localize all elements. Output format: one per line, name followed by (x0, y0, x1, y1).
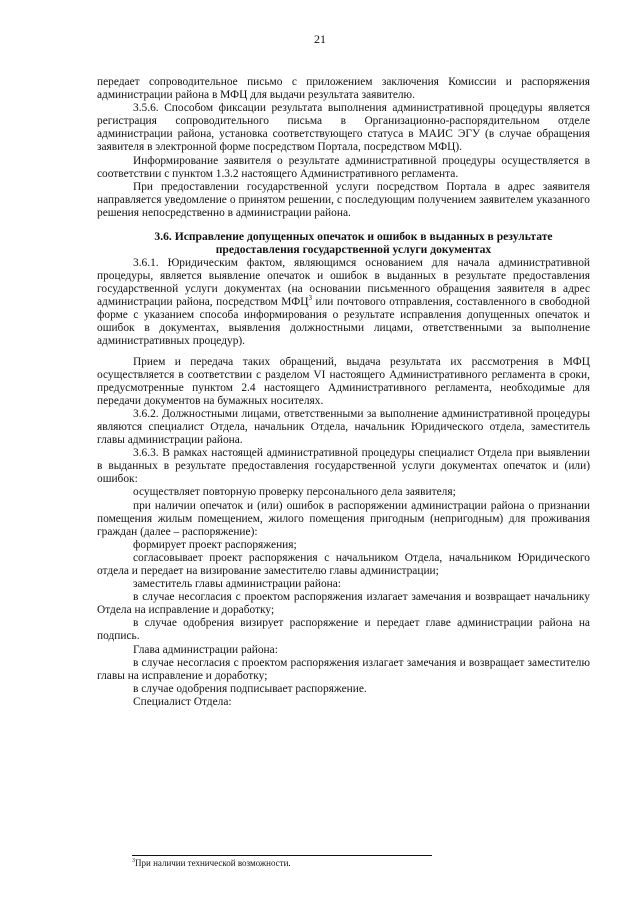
paragraph: осуществляет повторную проверку персонального дела заявителя; (133, 486, 456, 499)
paragraph-text: 3.6.1. Юридическим фактом, являющимся основанием для начала административной процедуры, является выявление опечаток и ошибок в выданных в результате предоставления государственной услуги документах (на основании письменного обращения заявителя в адрес администрации района, посредством МФЦ (97, 256, 590, 309)
footnote-reference: 3 (308, 294, 312, 303)
paragraph: При предоставлении государственной услуги посредством Портала в адрес заявителя направляется уведомление о принятом решении, с последующим получением заявителем указанного решения непосредственно в администрации района. (97, 180, 590, 219)
paragraph: согласовывает проект распоряжения с начальником Отдела, начальником Юридического отдела и передает на визирование заместителю главы администрации; (97, 551, 590, 577)
paragraph-text: или почтового отправления, составленного в свободной форме с указанием способа информирования о результате исправления допущенных опечаток и ошибок в документах, выявления должностными лицами, ответственными за выполнение административных процедур). (97, 296, 590, 348)
paragraph: в случае одобрения подписывает распоряжение. (133, 682, 367, 695)
paragraph: при наличии опечаток и (или) ошибок в распоряжении администрации района о признании помещения жилым помещением, жилого помещения пригодным (непригодным) для проживания граждан (далее – распоряжение): (97, 499, 590, 538)
paragraph: формирует проект распоряжения; (133, 538, 297, 551)
paragraph: Глава администрации района: (133, 643, 278, 656)
section-heading: 3.6. Исправление допущенных опечаток и ошибок в выданных в результате предоставления государственной услуги документах (154, 230, 553, 257)
paragraph: Прием и передача таких обращений, выдача результата их рассмотрения в МФЦ осуществляется в соответствии с разделом VI настоящего Административного регламента в сроки, предусмотренные пунктом 2.4 настоящего Административного регламента, необходимые для передачи документов на бумажных носителях. (97, 355, 590, 407)
page-number: 21 (314, 32, 326, 46)
paragraph: 3.5.6. Способом фиксации результата выполнения административной процедуры является регистрация сопроводительного письма в Организационно-распорядительном отделе администрации района, установка соответствующего статуса в МАИС ЭГУ (в случае обращения заявителя в электронной форме посредством Портала, посредством МФЦ). (97, 102, 590, 154)
document-body (97, 76, 590, 709)
footnote-mark: 3 (132, 858, 135, 864)
footnote-divider (132, 855, 432, 856)
paragraph: передает сопроводительное письмо с приложением заключения Комиссии и распоряжения администрации района в МФЦ для выдачи результата заявителю. (97, 76, 590, 102)
footnote-text: При наличии технической возможности. (135, 858, 291, 868)
paragraph: в случае несогласия с проектом распоряжения излагает замечания и возвращает заместителю главы на исправление и доработку; (97, 656, 590, 682)
paragraph: Специалист Отдела: (133, 695, 232, 708)
paragraph: 3.6.2. Должностными лицами, ответственными за выполнение административной процедуры являются специалист Отдела, начальник Отдела, начальник Юридического отдела, заместитель главы администрации района. (97, 407, 590, 447)
paragraph: заместитель главы администрации района: (133, 578, 341, 591)
footnote (132, 858, 291, 868)
paragraph: 3.6.3. В рамках настоящей административной процедуры специалист Отдела при выявлении в выданных в результате предоставления государственной услуги документах опечаток и (или) ошибок: (97, 447, 590, 486)
paragraph: в случае одобрения визирует распоряжение и передает главе администрации района на подпись. (97, 617, 590, 643)
paragraph (97, 257, 590, 349)
paragraph: Информирование заявителя о результате административной процедуры осуществляется в соответствии с пунктом 1.3.2 настоящего Административного регламента. (97, 154, 590, 180)
paragraph: в случае несогласия с проектом распоряжения излагает замечания и возвращает начальнику Отдела на исправление и доработку; (97, 591, 590, 617)
